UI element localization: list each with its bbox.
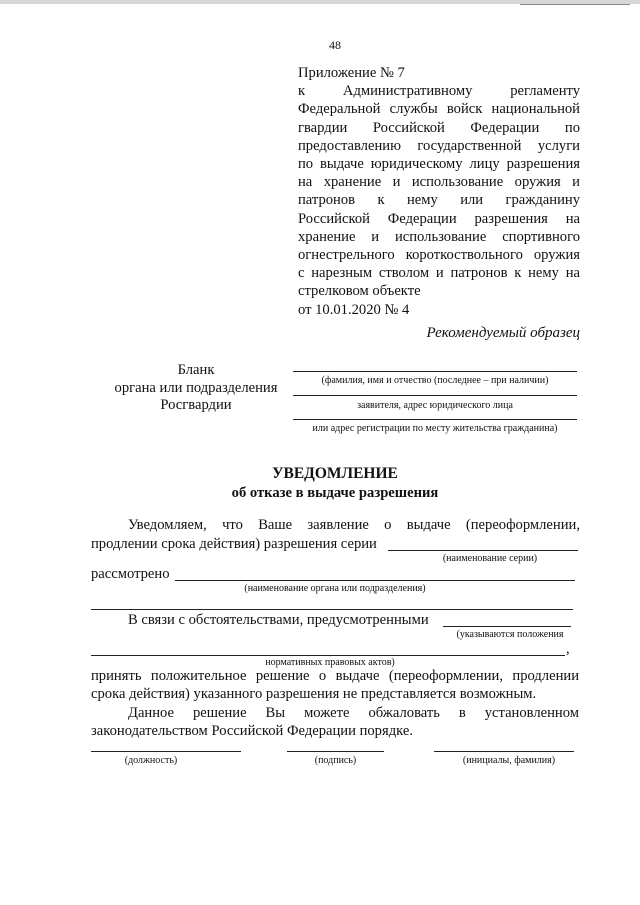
applicant-caption-3: или адрес регистрации по месту жительства гражданина) <box>312 423 558 434</box>
body-p3-line1: принять положительное решение о выдаче (переоформлении, продлении <box>91 668 579 684</box>
position-signature-line[interactable] <box>91 751 241 752</box>
blank-line: Бланк <box>177 362 215 378</box>
annex-date: от 10.01.2020 № 4 <box>298 301 410 318</box>
body-p1-line1: Уведомляем, что Ваше заявление о выдаче (переоформлении, <box>128 517 580 533</box>
blank-line: Росгвардии <box>160 397 232 413</box>
sign-caption: (подпись) <box>314 755 357 766</box>
annex-line: предоставлению государственной услуги <box>298 137 580 154</box>
applicant-residence-line[interactable] <box>293 419 577 420</box>
provisions-caption-1: (указываются положения <box>456 629 564 640</box>
body-p4-line1: Данное решение Вы можете обжаловать в установленном <box>128 705 579 721</box>
annex-line: к Административному регламенту <box>298 83 580 100</box>
notice-subtitle: об отказе в выдаче разрешения <box>231 485 439 501</box>
annex-line: по выдаче юридическому лицу разрешения <box>298 156 580 173</box>
annex-header <box>298 64 580 319</box>
applicant-name-line[interactable] <box>293 371 577 372</box>
page-number: 48 <box>329 38 341 52</box>
organ-continuation-line[interactable] <box>91 609 573 610</box>
annex-line: огнестрельного короткоствольного оружия <box>298 247 580 264</box>
annex-title: Приложение № 7 <box>298 65 405 81</box>
annex-line: с нарезным стволом и патронов к нему на <box>298 265 580 282</box>
applicant-caption-2: заявителя, адрес юридического лица <box>357 400 513 411</box>
provisions-comma: , <box>566 641 570 657</box>
sample-label: Рекомендуемый образец <box>426 325 580 341</box>
considered-label: рассмотрено <box>91 566 170 582</box>
body-p3-line2: срока действия) указанного разрешения не представляется возможным. <box>91 686 537 702</box>
annex-line: гвардии Российской Федерации по <box>298 119 580 136</box>
blank-line: органа или подразделения <box>114 379 278 396</box>
annex-line: хранение и использование спортивного <box>298 228 580 245</box>
position-caption: (должность) <box>124 755 178 766</box>
series-caption: (наименование серии) <box>442 553 538 564</box>
annex-line: патронов к нему или гражданину <box>298 192 580 209</box>
notice-title: УВЕДОМЛЕНИЕ <box>272 465 398 482</box>
sign-signature-line[interactable] <box>287 751 384 752</box>
organ-caption: (наименование органа или подразделения) <box>244 583 426 594</box>
provisions-caption-2: нормативных правовых актов) <box>265 657 395 668</box>
series-input-line[interactable] <box>388 550 578 551</box>
name-signature-line[interactable] <box>434 751 574 752</box>
scan-top-edge-mark <box>520 4 630 5</box>
provisions-continuation-line[interactable] <box>91 655 565 656</box>
applicant-caption-1: (фамилия, имя и отчество (последнее – при наличии) <box>321 375 549 386</box>
annex-line: Федеральной службы войск национальной <box>298 101 580 118</box>
annex-line: Российской Федерации разрешения на <box>298 210 580 227</box>
provisions-input-line[interactable] <box>443 626 571 627</box>
annex-last-line: стрелковом объекте <box>298 283 421 300</box>
applicant-address-line[interactable] <box>293 395 577 396</box>
form-blank-label <box>96 362 296 415</box>
body-p2-line1: В связи с обстоятельствами, предусмотренными <box>128 612 429 628</box>
body-p4-line2: законодательством Российской Федерации порядке. <box>91 723 413 739</box>
organ-input-line[interactable] <box>175 580 575 581</box>
annex-line: на хранение и использование оружия и <box>298 174 580 191</box>
body-p1-line2: продлении срока действия) разрешения серии <box>91 536 377 552</box>
name-caption: (инициалы, фамилия) <box>462 755 556 766</box>
